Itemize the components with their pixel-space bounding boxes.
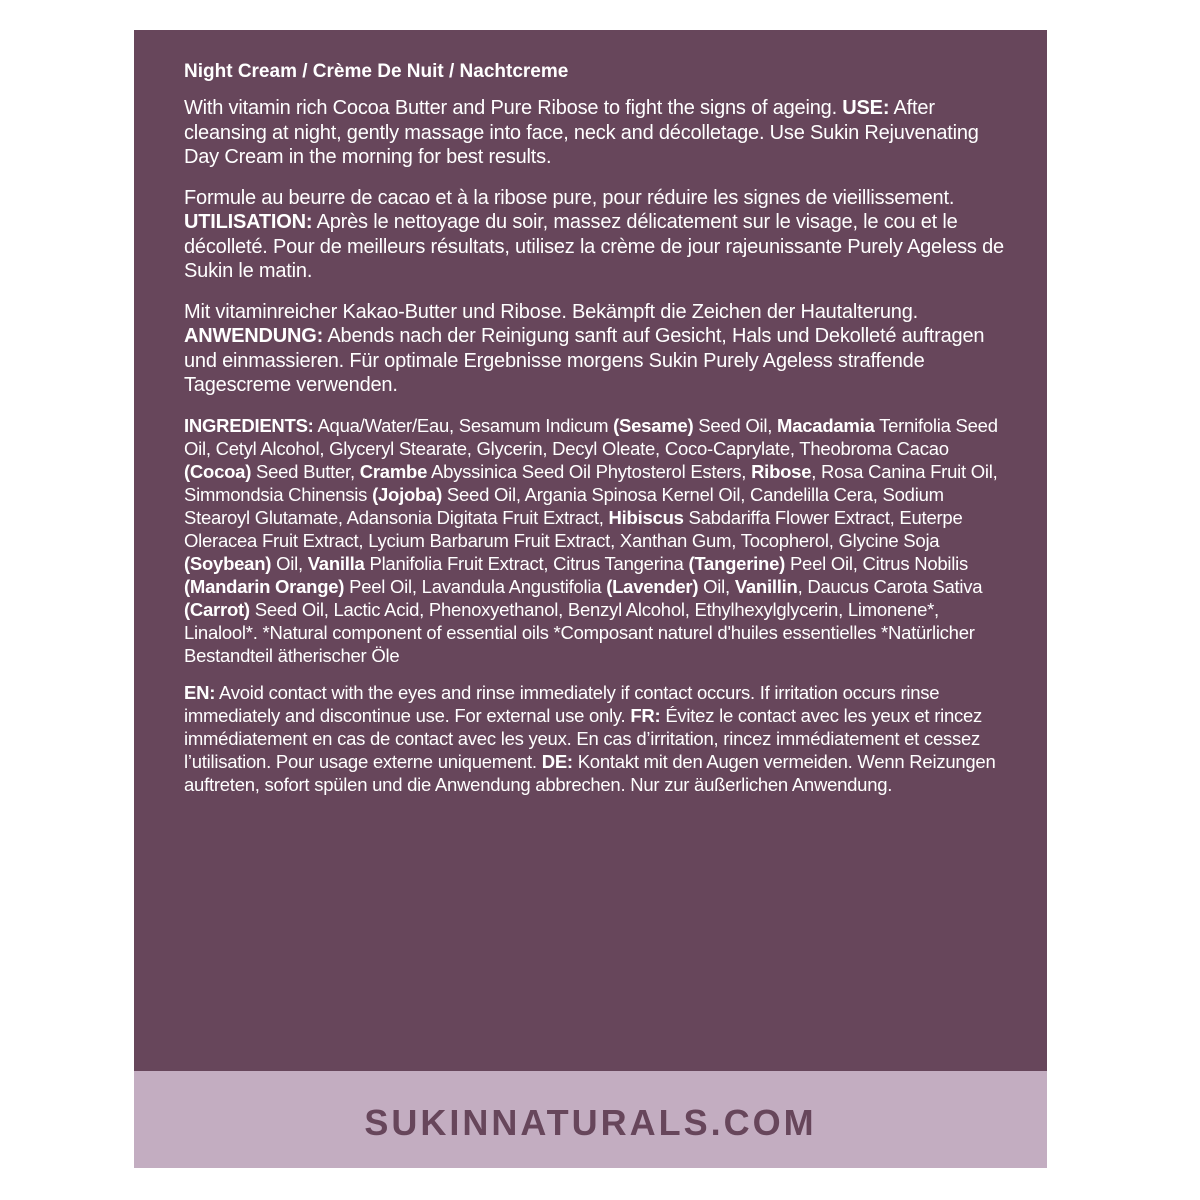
ingredient-highlight: (Tangerine)	[688, 552, 786, 574]
ingredient-text: Abyssinica Seed Oil Phytosterol Esters,	[427, 460, 752, 482]
ingredient-text: Planifolia Fruit Extract, Citrus Tangerina	[364, 552, 689, 574]
ingredient-text: Oil,	[271, 552, 308, 574]
ingredient-highlight: (Jojoba)	[372, 483, 443, 505]
product-title: Night Cream / Crème De Nuit / Nachtcreme	[184, 61, 569, 82]
ingredient-text: Seed Oil,	[693, 414, 778, 436]
french-intro: Formule au beurre de cacao et à la ribose pure, pour réduire les signes de vieillissement.	[184, 186, 955, 209]
ingredient-text: Peel Oil, Lavandula Angustifolia	[344, 575, 607, 597]
ingredient-text: Seed Butter,	[251, 460, 360, 482]
footer-band	[134, 1071, 1047, 1168]
ingredient-text: Peel Oil, Citrus Nobilis	[785, 552, 968, 574]
ingredient-highlight: Hibiscus	[608, 506, 684, 528]
french-use-label: UTILISATION:	[184, 211, 313, 233]
ingredient-text: , Rosa Canina Fruit Oil, Simmondsia Chinensis	[184, 460, 998, 505]
ingredient-text: Seed Oil, Argania Spinosa Kernel Oil, Candelilla Cera, Sodium Stearoyl Glutamate, Adansonia Digitata Fruit Extract,	[184, 483, 944, 528]
warning-fr-label: FR:	[630, 704, 661, 726]
ingredient-text: Aqua/Water/Eau, Sesamum Indicum	[317, 414, 614, 436]
ingredient-text: Seed Oil, Lactic Acid, Phenoxyethanol, Benzyl Alcohol, Ethylhexylglycerin, Limonene*, Linalool*. *Natural component of essential oils *Composant naturel d'huiles essentielles *Natürlicher Bestandteil ätherischer Öle	[184, 598, 975, 666]
german-use-text: Abends nach der Reinigung sanft auf Gesicht, Hals und Dekolleté auftragen und einmassieren. Für optimale Ergebnisse morgens Sukin Purely Ageless straffende Tagescreme verwenden.	[184, 325, 985, 396]
german-description	[184, 300, 1004, 398]
ingredient-highlight: Crambe	[359, 460, 428, 482]
warning-en-text: Avoid contact with the eyes and rinse immediately if contact occurs. If irritation occurs rinse immediately and discontinue use. For external use only.	[184, 681, 940, 726]
label-panel	[134, 30, 1047, 1071]
ingredient-highlight: (Cocoa)	[184, 460, 252, 482]
ingredient-highlight: Vanilla	[307, 552, 365, 574]
website-url: SUKINNATURALS.COM	[364, 1102, 817, 1143]
ingredients-label: INGREDIENTS:	[184, 414, 314, 436]
ingredient-highlight: (Sesame)	[613, 414, 694, 436]
warnings	[184, 681, 1004, 796]
ingredient-highlight: Vanillin	[734, 575, 798, 597]
english-use-text: After cleansing at night, gently massage into face, neck and décolletage. Use Sukin Rejuvenating Day Cream in the morning for best results.	[184, 97, 979, 168]
warning-fr-text: Évitez le contact avec les yeux et rincez immédiatement en cas de contact avec les yeux. En cas d’irritation, rincez immédiatement et cessez l’utilisation. Pour usage externe uniquement.	[184, 704, 983, 772]
ingredient-highlight: (Mandarin Orange)	[184, 575, 345, 597]
ingredient-text: , Daucus Carota Sativa	[797, 575, 983, 597]
french-description	[184, 186, 1004, 284]
english-use-label: USE:	[842, 97, 890, 119]
warning-de-label: DE:	[541, 750, 573, 772]
english-intro: With vitamin rich Cocoa Butter and Pure Ribose to fight the signs of ageing.	[184, 97, 837, 119]
ingredient-highlight: (Carrot)	[184, 598, 250, 620]
ingredient-highlight: Macadamia	[777, 414, 875, 436]
french-use-text: Après le nettoyage du soir, massez délicatement sur le visage, le cou et le décolleté. Pour de meilleurs résultats, utilisez la crème de jour rajeunissante Purely Ageless de Sukin le matin.	[184, 211, 1004, 282]
ingredient-highlight: (Lavender)	[606, 575, 699, 597]
english-description	[184, 96, 1004, 170]
ingredients-text	[184, 415, 998, 666]
german-intro: Mit vitaminreicher Kakao-Butter und Ribose. Bekämpft die Zeichen der Hautalterung.	[184, 300, 918, 323]
warning-en-label: EN:	[184, 681, 216, 703]
label-content	[184, 60, 1004, 810]
ingredient-text: Ternifolia Seed Oil, Cetyl Alcohol, Glyceryl Stearate, Glycerin, Decyl Oleate, Coco-Caprylate, Theobroma Cacao	[184, 414, 998, 459]
ingredient-text: Oil,	[698, 575, 735, 597]
ingredient-highlight: Ribose	[751, 460, 812, 482]
ingredients-list	[184, 414, 1004, 667]
warning-de-text: Kontakt mit den Augen vermeiden. Wenn Reizungen auftreten, sofort spülen und die Anwendung abbrechen. Nur zur äußerlichen Anwendung.	[184, 750, 996, 795]
german-use-label: ANWENDUNG:	[184, 325, 324, 347]
ingredient-text: Sabdariffa Flower Extract, Euterpe Oleracea Fruit Extract, Lycium Barbarum Fruit Extract, Xanthan Gum, Tocopherol, Glycine Soja	[184, 506, 963, 551]
ingredient-highlight: (Soybean)	[184, 552, 272, 574]
